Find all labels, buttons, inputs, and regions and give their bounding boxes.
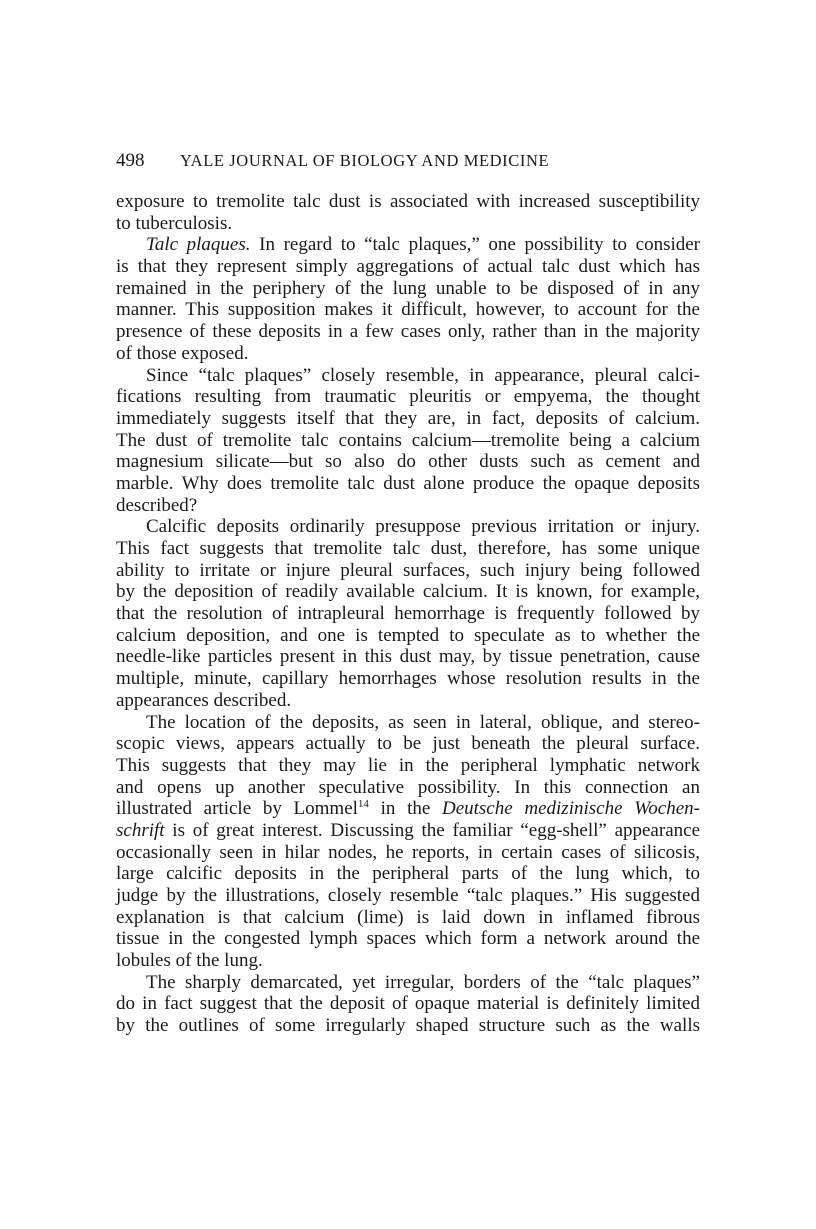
- text-segment: Calcific deposits ordinarily presuppose previous irritation or injury.: [146, 516, 700, 538]
- text-segment: remained in the periphery of the lung unable to be disposed of in any: [116, 277, 700, 299]
- text-line: [116, 1015, 700, 1037]
- text-line: [116, 213, 700, 235]
- text-line: [116, 928, 700, 950]
- text-segment: that the resolution of intrapleural hemorrhage is frequently followed by: [116, 603, 700, 625]
- running-header: [116, 150, 700, 174]
- text-line: [116, 365, 700, 387]
- text-segment: is of great interest. Discussing the familiar “egg-shell” appearance: [164, 819, 700, 841]
- text-line: [116, 538, 700, 560]
- text-segment: manner. This supposition makes it difficult, however, to account for the: [116, 299, 700, 321]
- text-line: [116, 733, 700, 755]
- text-line: [116, 950, 700, 972]
- text-line: [116, 668, 700, 690]
- text-line: [116, 907, 700, 929]
- text-segment: large calcific deposits in the peripheral parts of the lung which, to: [116, 863, 700, 885]
- text-segment: marble. Why does tremolite talc dust alone produce the opaque deposits: [116, 472, 700, 494]
- text-segment: lobules of the lung.: [116, 950, 263, 972]
- text-segment: ability to irritate or injure pleural surfaces, such injury being followed: [116, 559, 700, 581]
- text-segment: The sharply demarcated, yet irregular, borders of the “talc plaques”: [146, 971, 700, 993]
- text-segment: occasionally seen in hilar nodes, he reports, in certain cases of silicosis,: [116, 841, 700, 863]
- text-line: [116, 560, 700, 582]
- text-segment: calcium deposition, and one is tempted to speculate as to whether the: [116, 624, 700, 646]
- italic-text: Deutsche medizinische Wochen-: [441, 798, 700, 820]
- footnote-reference: 14: [357, 798, 369, 811]
- text-line: [116, 646, 700, 668]
- text-segment: tissue in the congested lymph spaces which form a network around the: [116, 928, 700, 950]
- text-segment: In regard to “talc plaques,” one possibility to consider: [250, 234, 701, 256]
- text-line: [116, 516, 700, 538]
- text-line: [116, 885, 700, 907]
- text-line: [116, 581, 700, 603]
- text-line: [116, 386, 700, 408]
- text-segment: appearances described.: [116, 689, 292, 711]
- text-segment: This suggests that they may lie in the peripheral lymphatic network: [116, 754, 700, 776]
- text-segment: do in fact suggest that the deposit of opaque material is definitely limited: [116, 993, 700, 1015]
- text-line: [116, 299, 700, 321]
- text-line: [116, 495, 700, 517]
- text-segment: of those exposed.: [116, 342, 249, 364]
- text-line: [116, 820, 700, 842]
- text-line: [116, 798, 700, 820]
- text-line: [116, 777, 700, 799]
- text-line: [116, 842, 700, 864]
- text-line: [116, 408, 700, 430]
- text-segment: by the deposition of readily available calcium. It is known, for example,: [116, 581, 700, 603]
- text-line: [116, 343, 700, 365]
- text-line: [116, 993, 700, 1015]
- text-line: [116, 755, 700, 777]
- text-segment: immediately suggests itself that they are, in fact, deposits of calcium.: [116, 407, 700, 429]
- text-line: [116, 451, 700, 473]
- text-line: [116, 863, 700, 885]
- text-segment: fications resulting from traumatic pleuritis or empyema, the thought: [116, 386, 700, 408]
- text-segment: multiple, minute, capillary hemorrhages whose resolution results in the: [116, 668, 700, 690]
- text-line: [116, 603, 700, 625]
- running-title: YALE JOURNAL OF BIOLOGY AND MEDICINE: [180, 151, 550, 170]
- italic-text: schrift: [116, 819, 165, 841]
- text-segment: The dust of tremolite talc contains calcium—tremolite being a calcium: [116, 429, 700, 451]
- text-segment: illustrated article by Lommel: [116, 798, 358, 820]
- text-segment: is that they represent simply aggregations of actual talc dust which has: [116, 256, 700, 278]
- text-segment: explanation is that calcium (lime) is laid down in inflamed fibrous: [116, 906, 700, 928]
- text-line: [116, 278, 700, 300]
- text-segment: scopic views, appears actually to be just beneath the pleural surface.: [116, 733, 700, 755]
- text-segment: exposure to tremolite talc dust is associated with increased susceptibility: [116, 191, 700, 212]
- text-line: [116, 712, 700, 734]
- text-segment: judge by the illustrations, closely resemble “talc plaques.” His suggested: [116, 885, 700, 906]
- text-segment: in the: [368, 798, 442, 820]
- text-segment: needle-like particles present in this dust may, by tissue penetration, cause: [116, 646, 700, 668]
- text-line: [116, 430, 700, 452]
- text-segment: The location of the deposits, as seen in lateral, oblique, and stereo-: [146, 711, 700, 733]
- text-line: [116, 321, 700, 343]
- text-line: [116, 473, 700, 495]
- text-segment: magnesium silicate—but so also do other dusts such as cement and: [116, 451, 700, 473]
- text-line: [116, 191, 700, 213]
- text-segment: by the outlines of some irregularly shaped structure such as the walls: [116, 1015, 700, 1037]
- text-line: [116, 256, 700, 278]
- text-segment: This fact suggests that tremolite talc dust, therefore, has some unique: [116, 538, 700, 559]
- text-segment: Since “talc plaques” closely resemble, in appearance, pleural calci-: [146, 364, 700, 386]
- text-segment: and opens up another speculative possibility. In this connection an: [116, 776, 700, 798]
- text-line: [116, 972, 700, 994]
- text-line: [116, 234, 700, 256]
- page-number: 498: [116, 150, 145, 171]
- body-text: [116, 191, 700, 1037]
- text-segment: to tuberculosis.: [116, 212, 233, 234]
- italic-text: Talc plaques.: [146, 234, 251, 256]
- text-line: [116, 625, 700, 647]
- text-segment: presence of these deposits in a few cases only, rather than in the majority: [116, 321, 700, 343]
- text-segment: described?: [116, 494, 198, 516]
- text-line: [116, 690, 700, 712]
